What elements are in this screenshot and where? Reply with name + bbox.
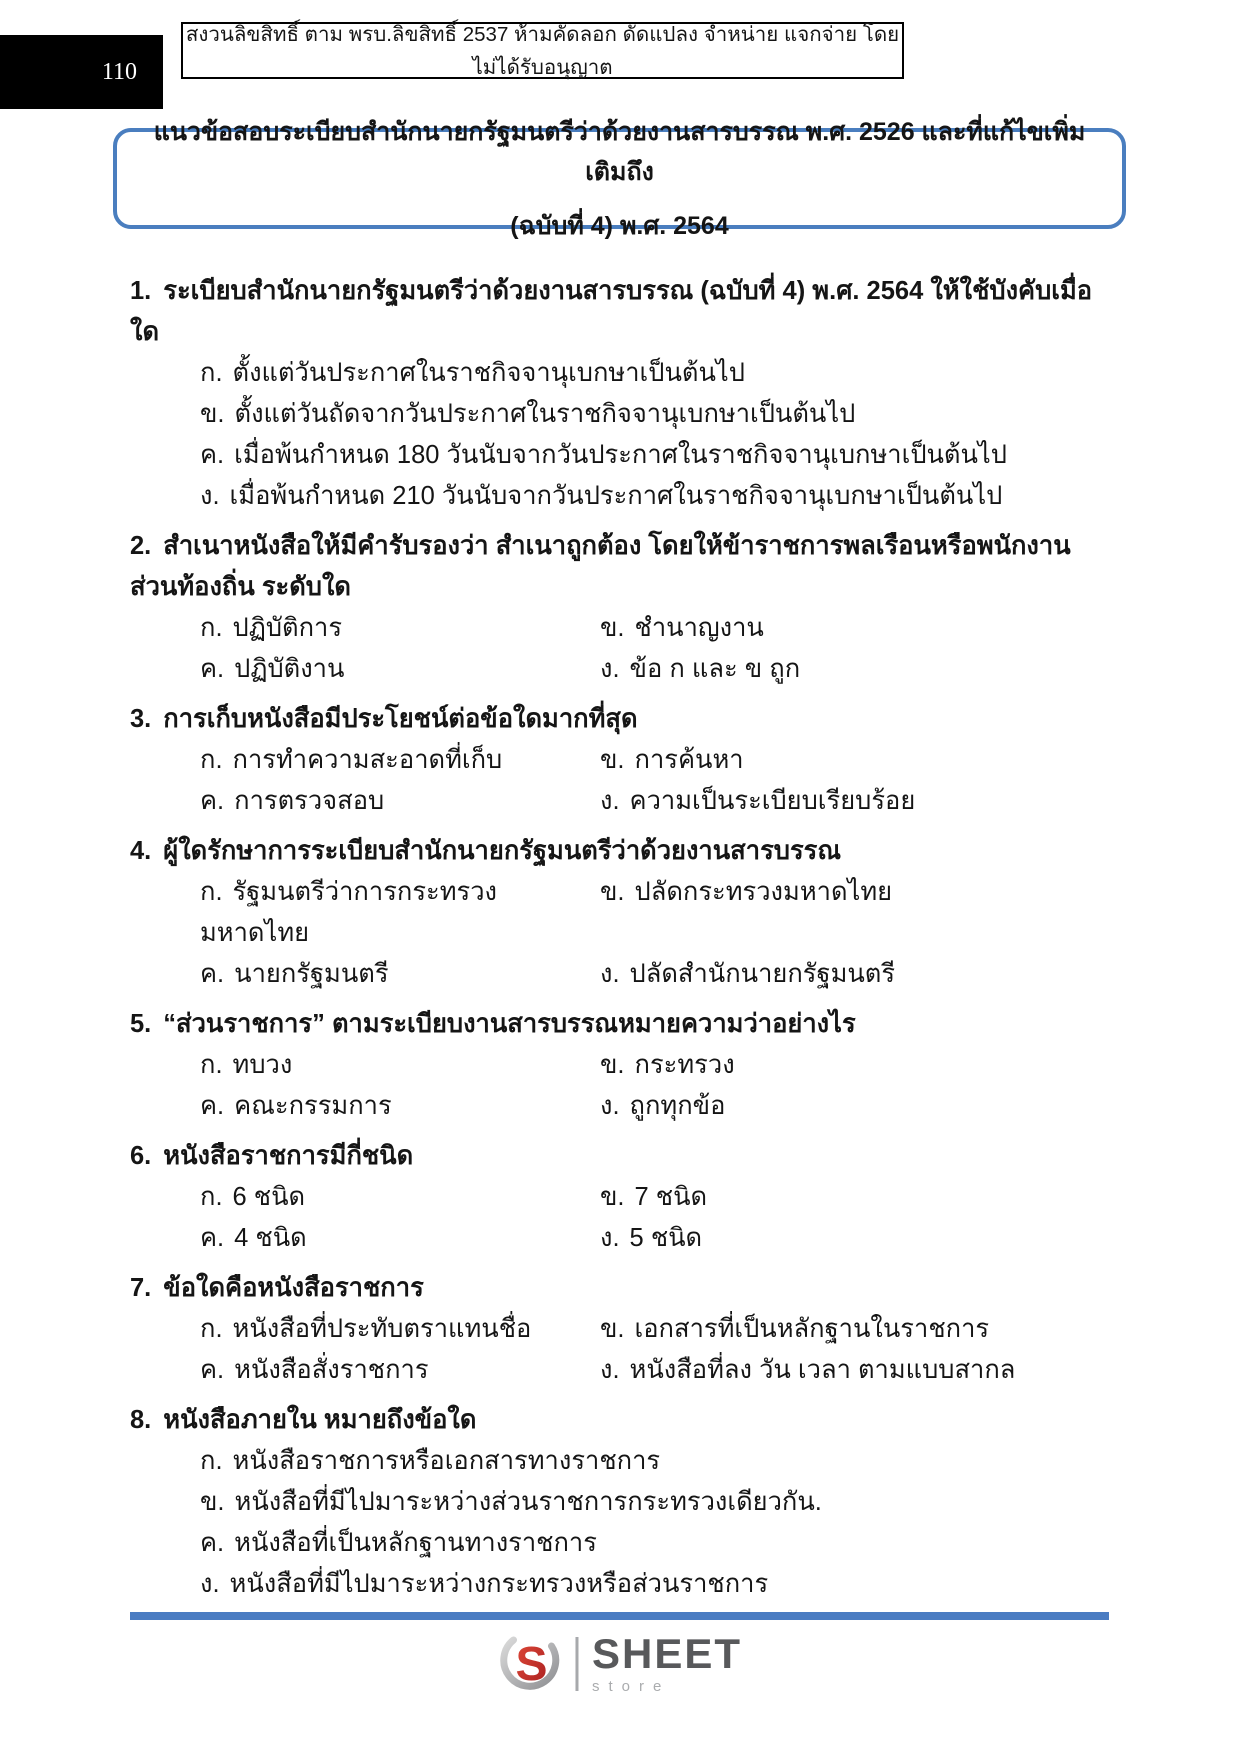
choice-label: ข. (600, 746, 625, 774)
choice-label: ค. (200, 655, 225, 683)
choice-text: เอกสารที่เป็นหลักฐานในราชการ (634, 1315, 990, 1343)
question-text: หนังสือภายใน หมายถึงข้อใด (163, 1406, 477, 1434)
choice-text: ปฏิบัติการ (232, 614, 343, 642)
choice-item (600, 954, 1115, 995)
question-heading (130, 526, 1115, 608)
choice-text: หนังสือที่ประทับตราแทนชื่อ (232, 1315, 532, 1343)
choice-item (130, 1441, 1115, 1482)
question-heading (130, 1400, 1115, 1441)
choice-label: ก. (200, 746, 223, 774)
choices-group (130, 1441, 1115, 1605)
choice-text: เมื่อพ้นกำหนด 210 วันนับจากวันประกาศในราชกิจจานุเบกษาเป็นต้นไป (229, 482, 1003, 510)
choice-text: ทบวง (232, 1051, 293, 1079)
question-heading (130, 1136, 1115, 1177)
question-heading (130, 699, 1115, 740)
choice-item (600, 740, 1115, 781)
choices-group (130, 1309, 1115, 1391)
choice-item (200, 781, 600, 822)
choice-label: ก. (200, 1051, 223, 1079)
choices-group (130, 740, 1115, 822)
choice-text: นายกรัฐมนตรี (234, 960, 389, 988)
choice-item (600, 1086, 1115, 1127)
choice-label: ง. (600, 1092, 620, 1120)
choice-item (200, 1218, 600, 1259)
choice-text: ปฏิบัติงาน (234, 655, 345, 683)
choice-item (200, 954, 600, 995)
choice-item (600, 1177, 1115, 1218)
choice-text: 7 ชนิด (634, 1183, 708, 1211)
choice-label: ง. (600, 655, 620, 683)
question-block (130, 526, 1115, 690)
exam-title-box (113, 117, 1126, 240)
question-text: “ส่วนราชการ” ตามระเบียบงานสารบรรณหมายความว่าอย่างไร (163, 1010, 856, 1038)
choice-label: ข. (600, 1315, 625, 1343)
question-text: ผู้ใดรักษาการระเบียบสำนักนายกรัฐมนตรีว่าด้วยงานสารบรรณ (163, 837, 841, 865)
page-number-badge (0, 35, 163, 109)
choice-item (200, 649, 600, 690)
choice-label: ข. (600, 614, 625, 642)
choice-item (130, 1482, 1115, 1523)
choice-item (130, 394, 1115, 435)
choice-item (130, 1523, 1115, 1564)
choices-group (130, 1045, 1115, 1127)
question-number: 5. (130, 1010, 152, 1038)
choice-label: ก. (200, 1183, 223, 1211)
question-number: 3. (130, 705, 152, 733)
question-block (130, 1136, 1115, 1259)
choice-text: หนังสือที่ลง วัน เวลา ตามแบบสากล (629, 1356, 1016, 1384)
logo-brand-text: SHEET (591, 1630, 743, 1677)
question-heading (130, 831, 1115, 872)
question-heading (130, 271, 1115, 353)
choice-text: ปลัดสำนักนายกรัฐมนตรี (629, 960, 896, 988)
choice-item (130, 476, 1115, 517)
question-block (130, 699, 1115, 822)
choice-text: ความเป็นระเบียบเรียบร้อย (629, 787, 916, 815)
choice-item (600, 649, 1115, 690)
choice-text: การทำความสะอาดที่เก็บ (232, 746, 503, 774)
choice-text: ข้อ ก และ ข ถูก (629, 655, 801, 683)
choice-label: ง. (600, 960, 620, 988)
svg-text:S: S (514, 1638, 547, 1691)
question-text: การเก็บหนังสือมีประโยชน์ต่อข้อใดมากที่สุด (163, 705, 638, 733)
choice-label: ข. (200, 400, 225, 428)
choice-item (600, 1045, 1115, 1086)
choice-label: ค. (200, 441, 225, 469)
logo-s-icon (499, 1632, 563, 1696)
choice-item (600, 781, 1115, 822)
choice-text: หนังสือที่มีไปมาระหว่างส่วนราชการกระทรวงเดียวกัน. (234, 1488, 822, 1516)
question-number: 2. (130, 532, 152, 560)
exam-title-line1: แนวข้อสอบระเบียบสำนักนายกรัฐมนตรีว่าด้วยงานสารบรรณ พ.ศ. 2526 และที่แก้ไขเพิ่มเติมถึง (153, 117, 1086, 186)
choice-label: ค. (200, 960, 225, 988)
choice-item (130, 435, 1115, 476)
choice-label: ค. (200, 787, 225, 815)
choice-text: หนังสือราชการหรือเอกสารทางราชการ (232, 1447, 661, 1475)
choice-text: รัฐมนตรีว่าการกระทรวงมหาดไทย (200, 878, 497, 947)
choice-label: ก. (200, 614, 223, 642)
choice-text: คณะกรรมการ (234, 1092, 392, 1120)
choice-text: หนังสือที่มีไปมาระหว่างกระทรวงหรือส่วนราชการ (229, 1570, 769, 1598)
choice-text: กระทรวง (634, 1051, 735, 1079)
question-number: 4. (130, 837, 152, 865)
choice-label: ก. (200, 359, 223, 387)
choices-group (130, 1177, 1115, 1259)
choice-label: ง. (200, 1570, 220, 1598)
choice-label: ข. (600, 878, 625, 906)
choice-label: ง. (200, 482, 220, 510)
copyright-banner (181, 22, 904, 79)
choice-item (600, 1309, 1115, 1350)
question-text: ข้อใดคือหนังสือราชการ (163, 1274, 424, 1302)
choice-text: การตรวจสอบ (234, 787, 385, 815)
choice-text: การค้นหา (634, 746, 744, 774)
footer-divider-line (130, 1612, 1109, 1620)
choice-text: หนังสือที่เป็นหลักฐานทางราชการ (234, 1529, 597, 1557)
choice-text: 6 ชนิด (232, 1183, 306, 1211)
choice-label: ข. (600, 1051, 625, 1079)
choice-item (600, 872, 1115, 954)
choice-item (200, 1045, 600, 1086)
choice-label: ค. (200, 1356, 225, 1384)
sheet-store-logo (499, 1632, 742, 1696)
choice-text: เมื่อพ้นกำหนด 180 วันนับจากวันประกาศในราชกิจจานุเบกษาเป็นต้นไป (234, 441, 1007, 469)
choice-text: ตั้งแต่วันถัดจากวันประกาศในราชกิจจานุเบกษาเป็นต้นไป (234, 400, 856, 428)
choice-item (600, 1350, 1115, 1391)
choice-label: ง. (600, 1356, 620, 1384)
choice-item (200, 1350, 600, 1391)
choice-item (200, 608, 600, 649)
exam-title-line2: (ฉบับที่ 4) พ.ศ. 2564 (510, 211, 729, 240)
question-block (130, 1268, 1115, 1391)
choice-label: ค. (200, 1092, 225, 1120)
question-number: 6. (130, 1142, 152, 1170)
choice-label: ค. (200, 1529, 225, 1557)
choice-text: 4 ชนิด (234, 1224, 307, 1252)
choice-text: ถูกทุกข้อ (629, 1092, 726, 1120)
choice-item (200, 740, 600, 781)
logo-divider (575, 1637, 578, 1691)
choice-label: ค. (200, 1224, 225, 1252)
choice-text: หนังสือสั่งราชการ (234, 1356, 429, 1384)
choice-text: ชำนาญงาน (634, 614, 764, 642)
questions-list (130, 262, 1115, 1605)
choice-label: ก. (200, 1315, 223, 1343)
choice-text: 5 ชนิด (629, 1224, 703, 1252)
choices-group (130, 608, 1115, 690)
choice-item (600, 1218, 1115, 1259)
choice-label: ข. (600, 1183, 625, 1211)
copyright-text: สงวนลิขสิทธิ์ ตาม พรบ.ลิขสิทธิ์ 2537 ห้ามคัดลอก ดัดแปลง จำหน่าย แจกจ่าย โดยไม่ได้รับอนุญาต (185, 22, 900, 79)
choice-label: ข. (200, 1488, 225, 1516)
page-number: 110 (101, 58, 137, 85)
choice-item (130, 353, 1115, 394)
choice-label: ง. (600, 787, 620, 815)
question-block (130, 1400, 1115, 1605)
choices-group (130, 872, 1115, 995)
choice-item (200, 1086, 600, 1127)
question-block (130, 271, 1115, 517)
choice-item (130, 1564, 1115, 1605)
choice-item (200, 1177, 600, 1218)
question-block (130, 831, 1115, 995)
choice-label: ก. (200, 878, 223, 906)
choice-label: ก. (200, 1447, 223, 1475)
question-block (130, 1004, 1115, 1127)
choices-group (130, 353, 1115, 517)
choice-item (600, 608, 1115, 649)
question-text: สำเนาหนังสือให้มีคำรับรองว่า สำเนาถูกต้อง โดยให้ข้าราชการพลเรือนหรือพนักงานส่วนท้องถิ่น ระดับใด (130, 532, 1071, 601)
question-heading (130, 1268, 1115, 1309)
choice-item (200, 872, 600, 954)
choice-label: ง. (600, 1224, 620, 1252)
choice-text: ปลัดกระทรวงมหาดไทย (634, 878, 893, 906)
question-heading (130, 1004, 1115, 1045)
question-text: หนังสือราชการมีกี่ชนิด (163, 1142, 414, 1170)
question-text: ระเบียบสำนักนายกรัฐมนตรีว่าด้วยงานสารบรรณ (ฉบับที่ 4) พ.ศ. 2564 ให้ใช้บังคับเมื่อใด (130, 277, 1093, 346)
choice-item (200, 1309, 600, 1350)
logo-brand-subtext: store (591, 1678, 671, 1695)
logo-text-column (591, 1630, 743, 1695)
question-number: 1. (130, 277, 152, 305)
question-number: 7. (130, 1274, 152, 1302)
choice-text: ตั้งแต่วันประกาศในราชกิจจานุเบกษาเป็นต้นไป (232, 359, 745, 387)
question-number: 8. (130, 1406, 152, 1434)
